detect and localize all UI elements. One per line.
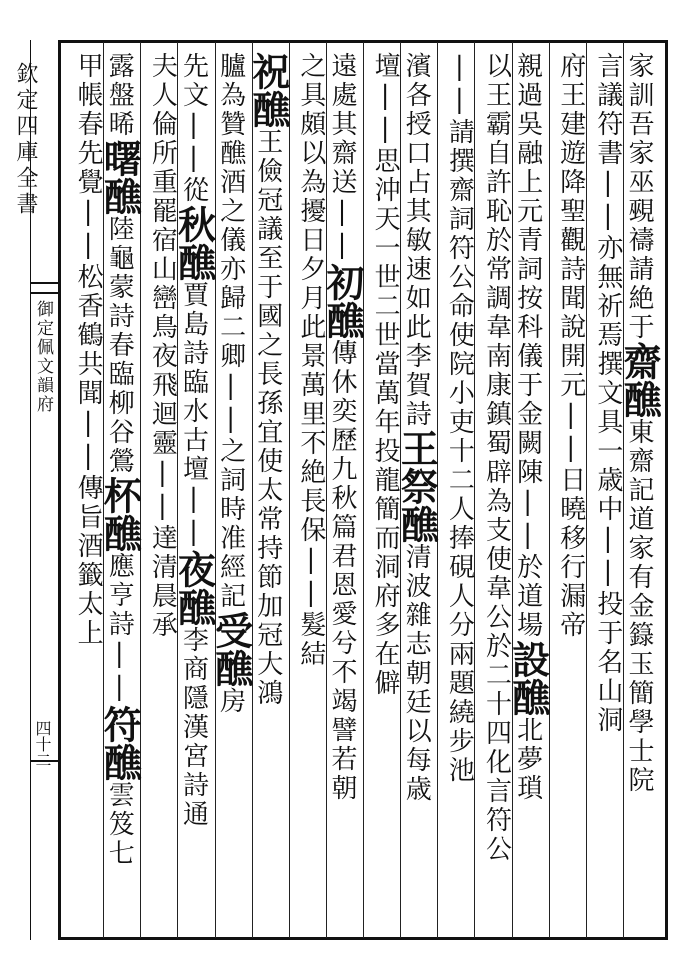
- text-run: 靈||達清晨承: [147, 429, 178, 640]
- text-run: 濱各授口占其敏速如此李賀詩: [401, 52, 432, 429]
- text-column: [617, 52, 662, 795]
- headword-glyph: 祝: [245, 52, 291, 90]
- headword-glyph: 醮: [97, 177, 143, 215]
- text-run: 先文||從: [178, 52, 209, 205]
- headword-glyph: 設: [505, 640, 551, 678]
- text-run: 雲笈七: [104, 781, 135, 868]
- headword-glyph: 醮: [394, 505, 440, 543]
- text-run: 陸龜蒙詩春臨柳谷鶯: [104, 215, 135, 476]
- text-run: 言符公: [481, 777, 512, 864]
- headword-glyph: 秋: [171, 205, 217, 243]
- text-column: [144, 52, 178, 640]
- text-column: [505, 52, 551, 803]
- column-rule: [252, 42, 253, 938]
- headword-glyph: 王: [394, 429, 440, 467]
- text-run: 李商隱漢宮詩通: [178, 626, 209, 829]
- headword-glyph: 曙: [97, 139, 143, 177]
- text-run: 臚為贊醮酒之儀亦歸二卿||之詞時准經記: [215, 52, 246, 611]
- headword-glyph: 醮: [171, 588, 217, 626]
- text-run: 傳休奕歷九秋篇君恩愛兮不竭譬若朝: [327, 339, 357, 803]
- column-rule: [177, 42, 178, 938]
- text-run: 夫人倫所重: [147, 52, 178, 197]
- collection-title: 欽定四庫全書: [13, 62, 38, 218]
- column-rule: [289, 42, 290, 938]
- text-column: [590, 52, 621, 735]
- headword-glyph: 醮: [171, 243, 217, 281]
- column-rule: [623, 42, 624, 938]
- headword-glyph: 齋: [617, 342, 662, 380]
- text-run: 撰文具一歳中||投于名山洞: [592, 350, 623, 735]
- column-rule: [215, 42, 216, 938]
- text-run: 府王建遊降聖觀詩聞說開元||日曉移行漏帝: [555, 52, 586, 640]
- text-run: 罷宿山巒鳥夜飛迴: [147, 197, 178, 429]
- headword-glyph: 醮: [97, 514, 143, 552]
- text-column: [208, 52, 254, 716]
- headword-glyph: 符: [97, 705, 143, 743]
- headword-glyph: 初: [320, 263, 365, 301]
- column-rule: [103, 42, 104, 938]
- text-column: [478, 52, 512, 864]
- text-run: 之具頗以為擾: [295, 52, 326, 226]
- text-run: 東齋記道家有金籙玉簡學士院: [624, 418, 654, 795]
- text-run: 房: [215, 687, 246, 716]
- text-run: 王儉冠議至于國之長孫宜使太常持節加冠大鴻: [252, 128, 283, 708]
- text-run: 先覺||松香鶴共聞: [73, 139, 104, 408]
- text-column: [293, 52, 324, 669]
- text-run: ||傳旨酒: [73, 408, 104, 561]
- text-column: [320, 52, 365, 803]
- book-title: 御定佩文韻府: [33, 300, 53, 414]
- text-run: 清波雜志朝廷以每歳: [401, 543, 432, 804]
- text-run: 壇||思沖天一世二世當萬年: [370, 52, 401, 437]
- text-column: [553, 52, 584, 640]
- headword-glyph: 醮: [208, 649, 254, 687]
- text-run: 賈島詩臨水古壇||: [178, 281, 209, 550]
- page-number: 四十二: [33, 720, 52, 768]
- text-run: 投龍簡而洞府多在僻: [370, 437, 401, 698]
- text-column: [394, 52, 440, 804]
- column-rule: [326, 42, 327, 938]
- text-run: 家訓吾家巫覡禱請絶于: [624, 52, 654, 342]
- text-run: ||請撰齋詞符公命使院小吏十二人捧硯人分兩題繞步池: [444, 52, 475, 785]
- text-column: [70, 52, 104, 648]
- text-column: [441, 52, 475, 785]
- headword-glyph: 祭: [394, 467, 440, 505]
- text-run: 籤太上: [73, 561, 104, 648]
- headword-glyph: 受: [208, 611, 254, 649]
- headword-glyph: 醮: [617, 380, 662, 418]
- fish-tail-mark: [30, 282, 58, 284]
- text-run: 以王霸自許恥於常調韋南康鎮蜀辟為支使韋公於二十四化: [481, 52, 512, 777]
- headword-glyph: 夜: [171, 550, 217, 588]
- text-run: 甲帳春: [73, 52, 104, 139]
- column-rule: [363, 42, 364, 938]
- column-rule: [586, 42, 587, 938]
- text-run: 親過吳融上元青詞按科儀于金闕陳||於道場: [512, 52, 543, 640]
- fish-tail-mark: [30, 292, 58, 294]
- headword-glyph: 杯: [97, 476, 143, 514]
- headword-glyph: 醮: [320, 301, 365, 339]
- column-rule: [474, 42, 475, 938]
- headword-glyph: 醮: [245, 90, 291, 128]
- column-rule: [400, 42, 401, 938]
- text-column: [97, 52, 143, 868]
- text-run: 言議符書||亦無祈焉: [592, 52, 623, 350]
- text-run: 北夢瑣: [512, 716, 543, 803]
- text-run: 遠處其齋送||: [327, 52, 357, 263]
- column-rule: [512, 42, 513, 938]
- column-rule: [549, 42, 550, 938]
- text-run: 露盤晞: [104, 52, 135, 139]
- text-column: [171, 52, 217, 829]
- headword-glyph: 醮: [505, 678, 551, 716]
- text-column: [367, 52, 401, 698]
- text-column: [245, 52, 291, 708]
- text-run: 應亨詩||: [104, 552, 135, 705]
- headword-glyph: 醮: [97, 743, 143, 781]
- text-run: 日夕月此景萬里不絶長保||髮結: [295, 226, 326, 669]
